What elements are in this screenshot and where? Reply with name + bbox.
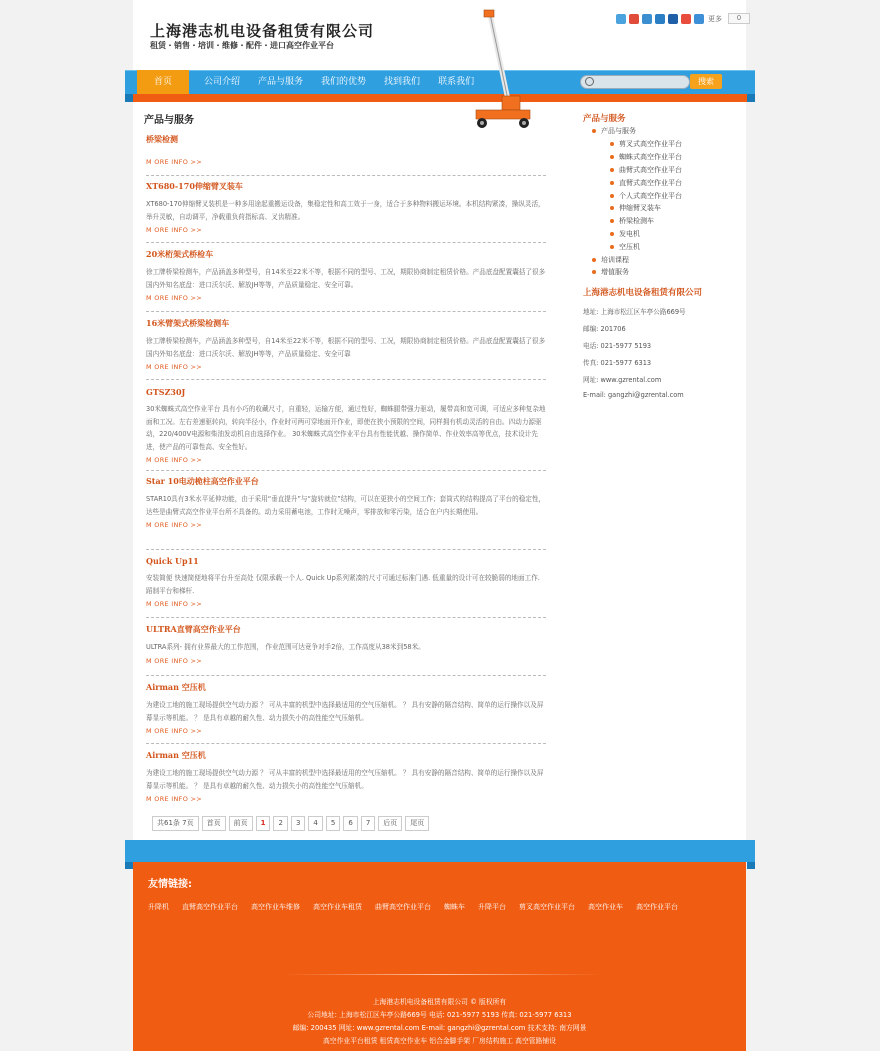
more-info-link[interactable]: M ORE INFO >> (146, 795, 202, 803)
divider (146, 549, 546, 550)
sidebar-item-label: 产品与服务 (601, 127, 636, 135)
more-info-link[interactable]: M ORE INFO >> (146, 727, 202, 735)
pagination-page[interactable]: 5 (326, 816, 340, 831)
article-title[interactable]: Star 10电动桅柱高空作业平台 (146, 476, 259, 486)
share-star-icon[interactable] (616, 14, 626, 24)
more-info-link[interactable]: M ORE INFO >> (146, 226, 202, 234)
sidebar-subitem[interactable] (610, 203, 661, 213)
pagination-prev[interactable]: 前页 (229, 816, 253, 831)
footer-divider (283, 974, 603, 975)
article-title[interactable]: Quick Up11 (146, 556, 199, 566)
divider (146, 242, 546, 243)
pagination-summary: 共61条 7页 (152, 816, 199, 831)
pagination-first[interactable]: 首页 (202, 816, 226, 831)
nav-item-products[interactable]: 产品与服务 (258, 77, 304, 87)
sidebar-item-label: 直臂式高空作业平台 (619, 179, 682, 187)
nav-ear-left (125, 94, 133, 102)
divider (146, 743, 546, 744)
bullet-icon (610, 194, 614, 198)
pagination-next[interactable]: 后页 (378, 816, 402, 831)
friend-link[interactable]: 升降机 (148, 903, 169, 911)
nav-item-find-us[interactable]: 找到我们 (384, 77, 421, 87)
sidebar-item-label: 发电机 (619, 230, 640, 238)
sidebar-subitem[interactable] (610, 165, 682, 175)
article-description: ULTRA系列- 拥有业界最大的工作范围， 作业范围可达竟争对手2倍，工作高度从38米到58米。 (146, 643, 425, 651)
friend-link[interactable]: 升降平台 (478, 903, 506, 911)
nav-bottom-stripe (125, 94, 755, 102)
share-count: 0 (728, 13, 750, 24)
sidebar-subitem[interactable] (610, 242, 640, 252)
footer-ear-left (125, 862, 133, 869)
pagination (152, 816, 429, 831)
sidebar-item-label: 蜘蛛式高空作业平台 (619, 153, 682, 161)
share-weibo-icon[interactable] (629, 14, 639, 24)
more-info-link[interactable]: M ORE INFO >> (146, 600, 202, 608)
footer-copyright: 上海港志机电设备租赁有限公司 © 版权所有 (372, 998, 507, 1006)
share-plus-icon[interactable] (694, 14, 704, 24)
nav-items (137, 70, 483, 94)
article-description: 徐工牌桥梁检测车，产品涵盖多种型号，自14米至22米不等，根据不同的型号、工况，期限协商制定租赁价格。产品底盘配置囊括了很多国内外知名底盘：进口沃尔沃、解放JH等等，产品质量稳定、安全可靠。 (146, 268, 546, 289)
sidebar-subitem[interactable] (610, 152, 682, 162)
boom-lift-illustration (468, 8, 536, 132)
share-more-link[interactable]: 更多 (708, 14, 722, 23)
company-logo-title[interactable]: 上海港志机电设备租赁有限公司 (150, 22, 375, 40)
nav-item-about[interactable]: 公司介绍 (204, 77, 241, 87)
pagination-last[interactable]: 尾页 (405, 816, 429, 831)
list-item (146, 318, 546, 371)
sidebar-item-label: 曲臂式高空作业平台 (619, 166, 682, 174)
friend-link[interactable]: 曲臂高空作业平台 (375, 903, 431, 911)
article-title[interactable]: GTSZ30J (146, 387, 186, 397)
share-renren-icon[interactable] (668, 14, 678, 24)
sidebar-subitem[interactable] (610, 191, 682, 201)
sidebar-subitem[interactable] (610, 216, 654, 226)
friend-link[interactable]: 高空作业车维修 (251, 903, 300, 911)
bullet-icon (610, 142, 614, 146)
sidebar-item-services[interactable] (592, 267, 629, 277)
friend-link[interactable]: 高空作业车租赁 (313, 903, 362, 911)
more-info-link[interactable]: M ORE INFO >> (146, 521, 202, 529)
list-item (146, 682, 546, 735)
footer-keywords: 高空作业平台租赁 租赁高空作业车 铝合金脚手架 厂房结构施工 高空管路铺设 (323, 1037, 556, 1045)
nav-item-contact[interactable]: 联系我们 (438, 77, 475, 87)
share-bar (616, 13, 750, 24)
nav-item-home[interactable]: 首页 (137, 70, 189, 94)
sidebar-company-title: 上海港志机电设备租赁有限公司 (583, 288, 703, 298)
article-title[interactable]: 16米臂架式桥梁检测车 (146, 318, 230, 328)
article-description: 徐工牌桥梁检测车，产品涵盖多种型号，自14米至22米不等，根据不同的型号、工况，期限协商制定租赁价格。产品底盘配置囊括了很多国内外知名底盘：进口沃尔沃、解放JH等等，产品质量稳定、安全可靠 (146, 337, 546, 358)
article-title[interactable]: 20米桁架式桥检车 (146, 249, 214, 259)
list-item (146, 624, 546, 665)
sidebar-item-products-group[interactable] (592, 126, 636, 136)
bullet-icon (592, 258, 596, 262)
list-item (146, 134, 546, 166)
sidebar-postcode: 邮编: 201706 (583, 325, 626, 333)
article-title[interactable]: Airman 空压机 (146, 682, 206, 692)
sidebar-item-label: 个人式高空作业平台 (619, 192, 682, 200)
bullet-icon (610, 181, 614, 185)
sidebar-website[interactable]: 网址: www.gzrental.com (583, 376, 662, 384)
sidebar-address: 地址: 上海市松江区车亭公路669号 (583, 308, 686, 316)
footer-ear-right (747, 862, 755, 869)
company-tagline: 租赁・销售・培训・维修・配件・进口高空作业平台 (150, 41, 334, 50)
sidebar-item-label: 培训课程 (601, 256, 629, 264)
pagination-page[interactable]: 3 (291, 816, 305, 831)
bullet-icon (592, 270, 596, 274)
pagination-page[interactable]: 2 (273, 816, 287, 831)
bullet-icon (610, 219, 614, 223)
friend-link[interactable]: 直臂高空作业平台 (182, 903, 238, 911)
friend-link[interactable]: 高空作业平台 (636, 903, 678, 911)
list-item (146, 387, 546, 464)
bullet-icon (610, 155, 614, 159)
footer-contact-2: 邮编: 200435 网址: www.gzrental.com E-mail: gangzhi@gzrental.com 技术支持: 南方网景 (292, 1024, 587, 1032)
pagination-page[interactable]: 6 (343, 816, 357, 831)
bullet-icon (610, 232, 614, 236)
article-title[interactable]: ULTRA直臂高空作业平台 (146, 624, 241, 634)
article-description: 为建设工地的施工现场提供空气动力源 ？ 可从丰富的机型中选择最适用的空气压缩机。 ？ 具有安静的隔音结构、简单的运行操作以及屏幕显示等机能。 ？ 是具有卓越的耐久性、动力损失小的高性能空气压缩机。 (146, 701, 544, 722)
divider (146, 311, 546, 312)
pagination-page[interactable]: 7 (361, 816, 375, 831)
list-item (146, 181, 546, 234)
list-item (146, 750, 546, 803)
list-item (146, 476, 546, 529)
sidebar-subitem[interactable] (610, 139, 682, 149)
sidebar-phone: 电话: 021-5977 5193 (583, 342, 652, 350)
article-description: STAR10具有3米水平延伸功能，由于采用“垂直提升”与“旋转就位”结构，可以在更狭小的空间工作；套筒式的结构提高了平台的稳定性，达些是曲臂式高空作业平台所不具备的。动力采用蓄电池，工作时无噪声，零排放和零污染，适合在户内长期使用。 (146, 495, 546, 516)
article-description: 30米蜘蛛式高空作业平台 具有小巧的收藏尺寸，自重轻，运输方便，通过性好，蜘蛛腿带强力驱动，履带高和宽可调，可适应多种复杂地面和工况。左右差速驱转向，转向半径小，作业时可两可穿地面开作业，即使在狭小预限的空间，同样拥有机动灵活的自由。四动力源驱动，220/400V电源和柴油发动机自由选择作业。 30米蜘蛛式高空作业平台具有性能优越、操作简单、作业效率高等优点，技术设计先进，使产品的可靠性高、安全性好。 (146, 405, 546, 451)
footer-contact: 公司地址: 上海市松江区车亭公路669号 电话: 021-5977 5193 传真: 021-5977 6313 (307, 1011, 572, 1019)
share-tencent-icon[interactable] (655, 14, 665, 24)
friend-link[interactable]: 蜘蛛车 (444, 903, 465, 911)
more-info-link[interactable]: M ORE INFO >> (146, 656, 202, 665)
bullet-icon (610, 168, 614, 172)
sidebar-subitem[interactable] (610, 178, 682, 188)
sidebar-item-label: 桥梁检测车 (619, 217, 654, 225)
nav-item-advantages[interactable]: 我们的优势 (321, 77, 367, 87)
friend-links-title: 友情链接: (148, 879, 192, 890)
article-description: XT680-170伸缩臂叉装机是一种多用途起重搬运设备，集稳定性和高工效于一身，适合于多种物料搬运环境。本机结构紧凑，操纵灵活，举升灵敏，自动调平，净载重负荷指标高、叉齿精准。 (146, 200, 545, 221)
divider (146, 617, 546, 618)
bullet-icon (610, 245, 614, 249)
list-item (146, 556, 546, 608)
sidebar-fax: 传真: 021-5977 6313 (583, 359, 652, 367)
divider (146, 175, 546, 176)
bullet-icon (610, 206, 614, 210)
sidebar-subitem[interactable] (610, 229, 640, 239)
share-kaixin-icon[interactable] (681, 14, 691, 24)
search-input[interactable] (580, 75, 690, 89)
article-description: 为建设工地的施工现场提供空气动力源 ？ 可从丰富的机型中选择最适用的空气压缩机。 ？ 具有安静的隔音结构、简单的运行操作以及屏幕显示等机能。 ？ 是具有卓越的耐久性、动力损失小的高性能空气压缩机。 (146, 769, 544, 790)
divider (146, 379, 546, 380)
friend-link[interactable]: 剪叉高空作业平台 (519, 903, 575, 911)
article-description: 安装简便 快速简便地将平台升至高处 仅限承载一个人. Quick Up系列紧凑的尺寸可通过标准门遇. 低重量的设计可在较脆弱的地面工作. 蹈制平台和梯杆. (146, 574, 540, 595)
share-qzone-icon[interactable] (642, 14, 652, 24)
pagination-page[interactable]: 4 (308, 816, 322, 831)
sidebar-item-training[interactable] (592, 255, 629, 265)
sidebar-item-label: 空压机 (619, 243, 640, 251)
search-icon (585, 77, 594, 86)
more-info-link[interactable]: M ORE INFO >> (146, 456, 202, 464)
divider (146, 470, 546, 471)
bullet-icon (592, 129, 596, 133)
more-info-link[interactable]: M ORE INFO >> (146, 158, 202, 166)
article-title[interactable]: Airman 空压机 (146, 750, 206, 760)
list-item (146, 249, 546, 302)
sidebar-email[interactable]: E-mail: gangzhi@gzrental.com (583, 391, 684, 399)
more-info-link[interactable]: M ORE INFO >> (146, 363, 202, 371)
sidebar-item-label: 伸缩臂叉装车 (619, 204, 661, 212)
article-title[interactable]: 桥梁检测 (146, 134, 178, 144)
more-info-link[interactable]: M ORE INFO >> (146, 294, 202, 302)
nav-ear-right (747, 94, 755, 102)
page-title: 产品与服务 (144, 115, 194, 126)
sidebar-item-label: 剪叉式高空作业平台 (619, 140, 682, 148)
sidebar-title: 产品与服务 (583, 114, 626, 124)
search-button[interactable]: 搜索 (690, 74, 722, 89)
sidebar-item-label: 增值服务 (601, 268, 629, 276)
pagination-page-current[interactable]: 1 (256, 816, 271, 831)
article-title[interactable]: XT680-170伸缩臂叉装车 (146, 181, 243, 191)
footer-top-band (125, 840, 755, 862)
friend-links (148, 902, 678, 912)
friend-link[interactable]: 高空作业车 (588, 903, 623, 911)
divider (146, 675, 546, 676)
